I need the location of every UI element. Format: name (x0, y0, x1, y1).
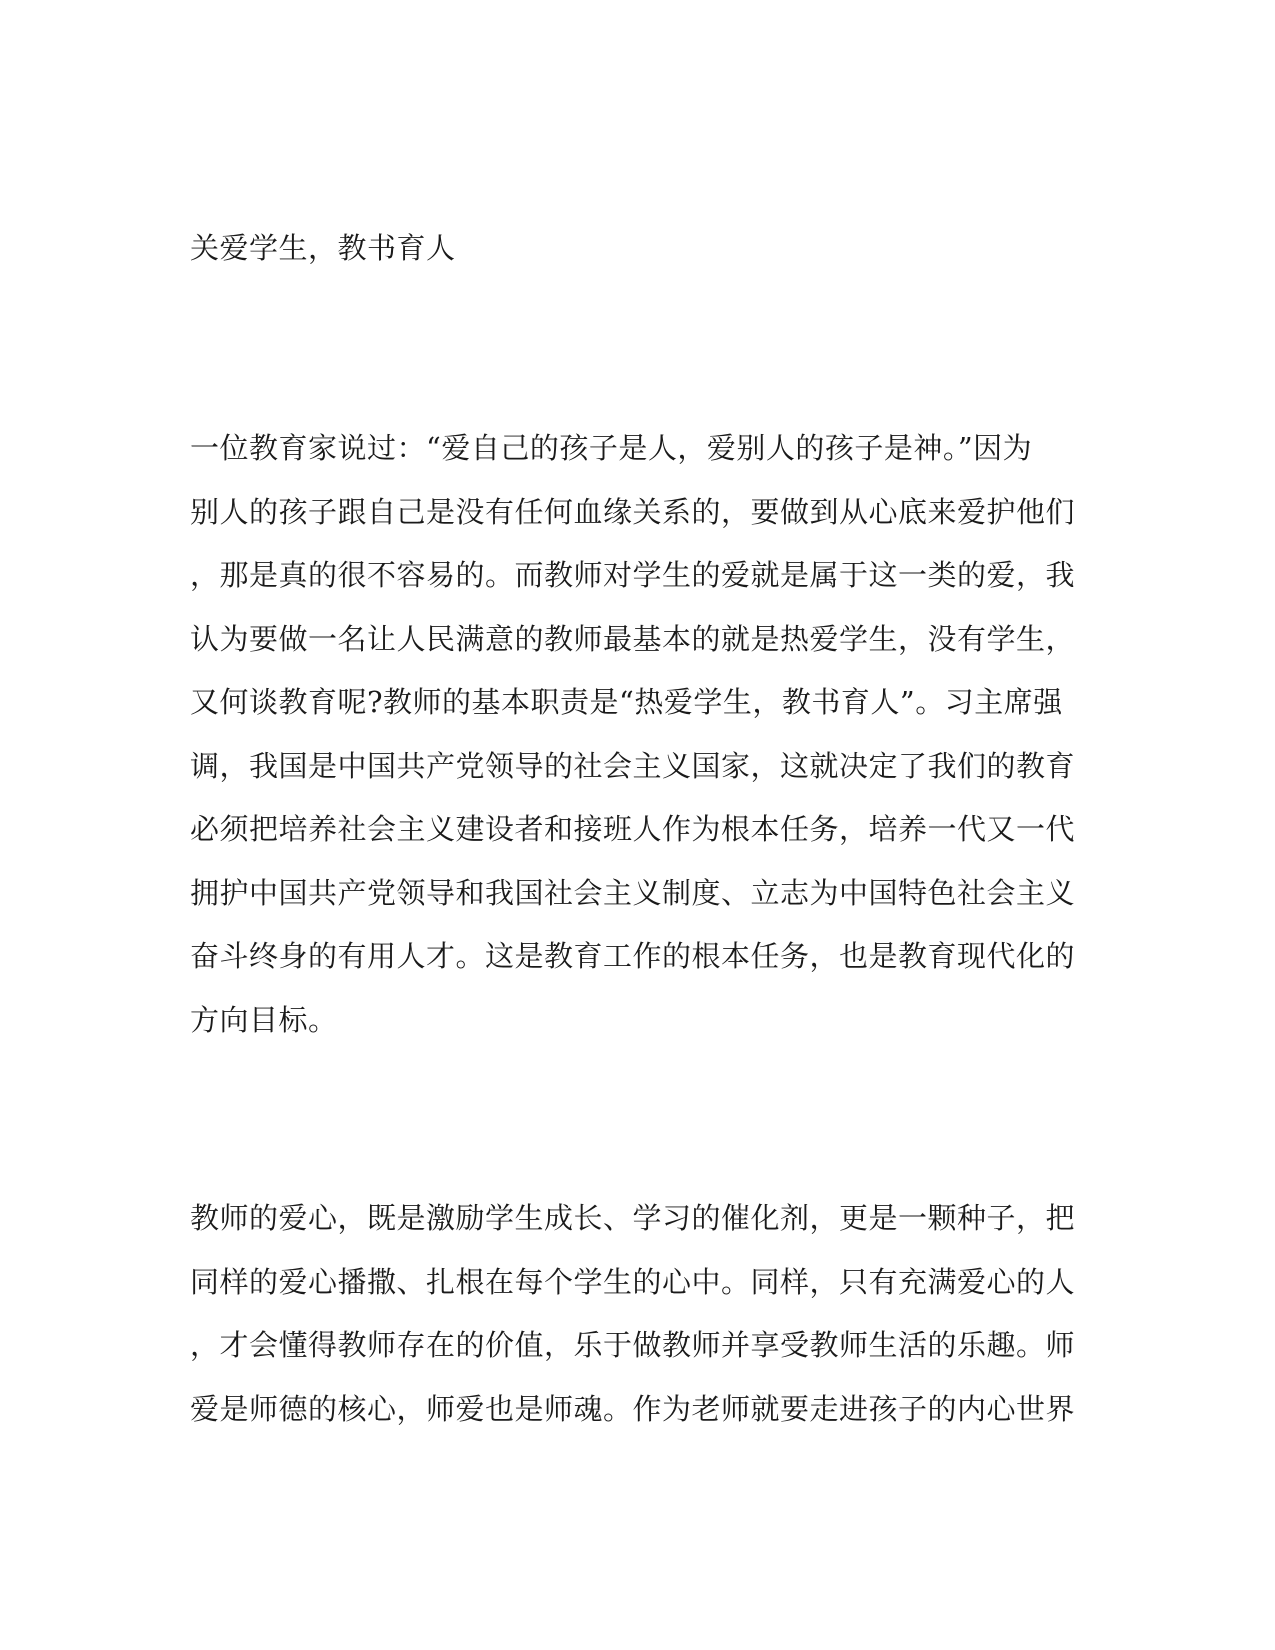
paragraph-line: 必须把培养社会主义建设者和接班人作为根本任务，培养一代又一代 (190, 812, 1076, 846)
paragraph-line: 一位教育家说过：“爱自己的孩子是人，爱别人的孩子是神。”因为 (190, 431, 1033, 465)
paragraph-2 (190, 1198, 1090, 1452)
paragraph-line: 同样的爱心播撒、扎根在每个学生的心中。同样，只有充满爱心的人 (190, 1264, 1076, 1299)
paragraph-line: 方向目标。 (190, 1002, 338, 1037)
paragraph-line: 又何谈教育呢?教师的基本职责是“热爱学生，教书育人”。习主席强 (190, 685, 1063, 719)
paragraph-line: 奋斗终身的有用人才。这是教育工作的根本任务，也是教育现代化的 (190, 939, 1076, 973)
paragraph-1 (190, 428, 1090, 1063)
paragraph-line: ，才会懂得教师存在的价值，乐于做教师并享受教师生活的乐趣。师 (190, 1328, 1076, 1362)
paragraph-line: 调，我国是中国共产党领导的社会主义国家，这就决定了我们的教育 (190, 748, 1076, 783)
paragraph-line: 认为要做一名让人民满意的教师最基本的就是热爱学生，没有学生， (190, 621, 1076, 656)
paragraph-line: 拥护中国共产党领导和我国社会主义制度、立志为中国特色社会主义 (190, 875, 1076, 910)
paragraph-line: 爱是师德的核心，师爱也是师魂。作为老师就要走进孩子的内心世界 (190, 1391, 1076, 1426)
document-title: 关爱学生，教书育人 (190, 231, 456, 265)
paragraph-line: 教师的爱心，既是激励学生成长、学习的催化剂，更是一颗种子，把 (190, 1201, 1076, 1235)
paragraph-line: ，那是真的很不容易的。而教师对学生的爱就是属于这一类的爱，我 (190, 558, 1076, 592)
paragraph-line: 别人的孩子跟自己是没有任何血缘关系的，要做到从心底来爱护他们 (190, 494, 1076, 529)
